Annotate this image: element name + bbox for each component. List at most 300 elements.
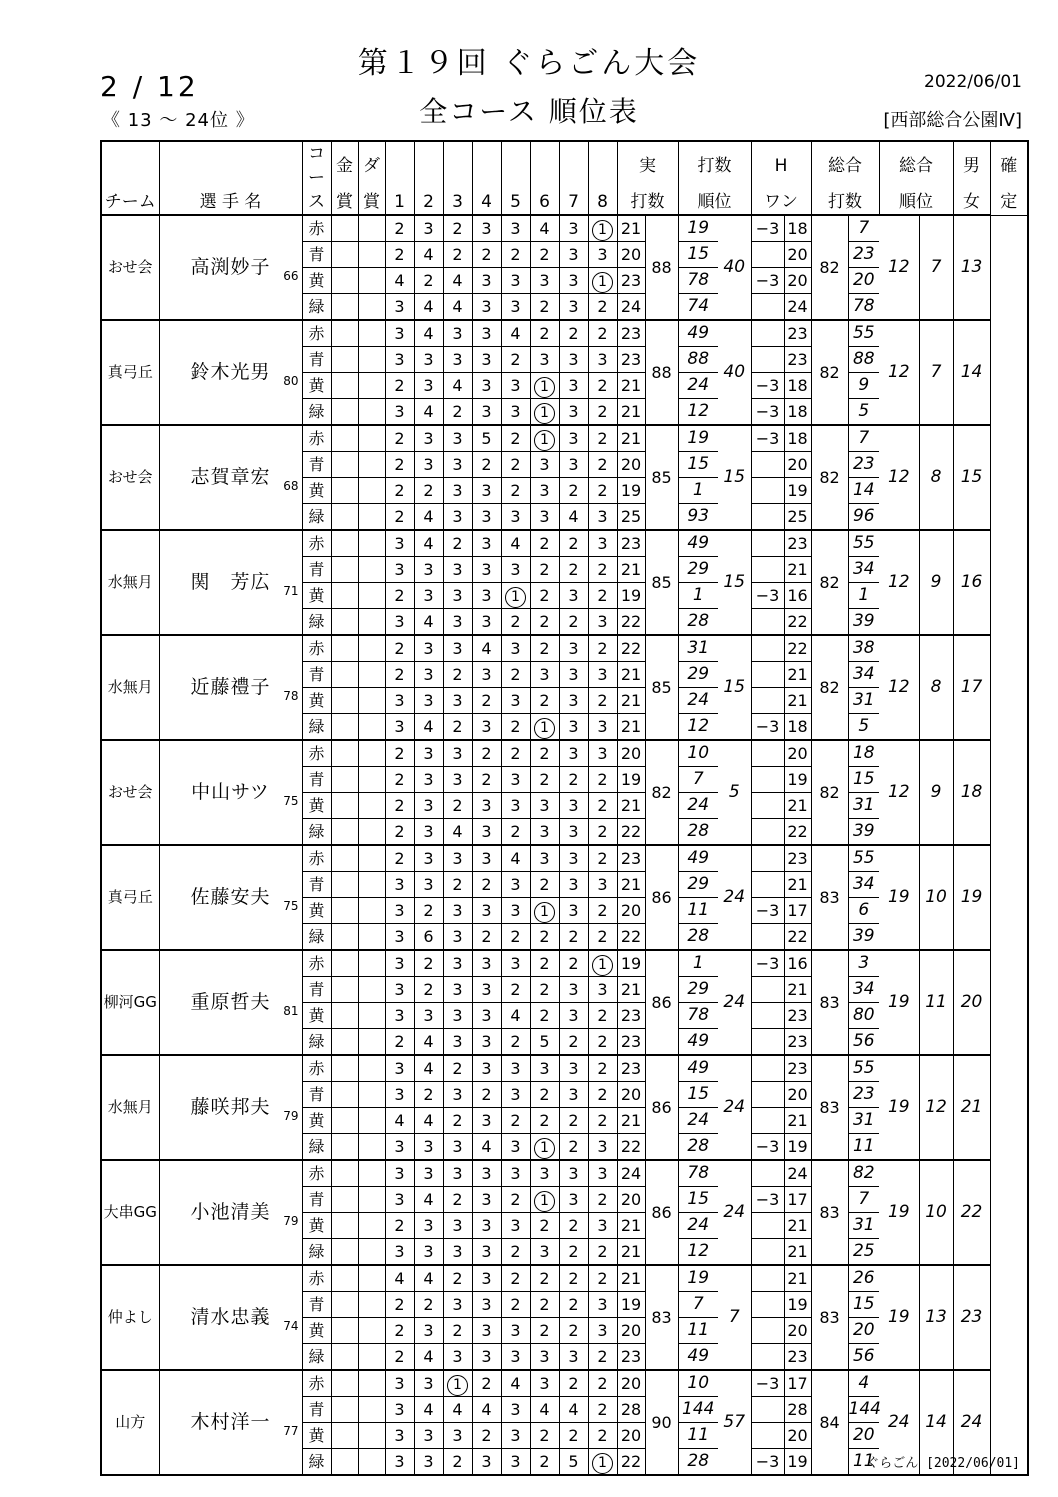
gold-prize (331, 1318, 358, 1344)
hole-in-one: −3 (751, 215, 784, 242)
hole-score: 4 (501, 1370, 530, 1397)
hole-score: 2 (530, 583, 559, 609)
course-sum: 23 (617, 1029, 645, 1056)
course-sum: 20 (617, 740, 645, 767)
hole-in-one (751, 242, 784, 268)
col-da: ダ (358, 141, 385, 190)
hole-score: 3 (530, 1239, 559, 1266)
course-total: 18 (784, 215, 811, 242)
hole-score (588, 950, 617, 977)
gold-prize (331, 924, 358, 951)
hole-score: 3 (443, 609, 472, 636)
hole-score: 2 (559, 767, 588, 793)
course-rank: 24 (678, 1108, 718, 1134)
player-name: 藤咲邦夫 79 (159, 1055, 302, 1160)
course-total-rank: 34 (848, 872, 879, 898)
actual-strokes: 82 (645, 740, 678, 845)
hole-score: 3 (588, 609, 617, 636)
hole-score: 4 (414, 1265, 443, 1292)
sex-rank: 10 (919, 1160, 953, 1265)
hole-in-one: −3 (751, 1449, 784, 1476)
hole-score: 2 (588, 898, 617, 924)
da-prize (358, 1108, 385, 1134)
course-rank: 49 (678, 1344, 718, 1371)
hole-score: 4 (443, 1397, 472, 1423)
course-rank: 10 (678, 1370, 718, 1397)
hole-score: 3 (588, 1213, 617, 1239)
course-name: 青 (302, 347, 331, 373)
hole-score: 3 (472, 373, 501, 399)
hole-score: 3 (559, 819, 588, 846)
hole-score: 2 (414, 977, 443, 1003)
course-total: 20 (784, 1318, 811, 1344)
col-hole-2: 2 (414, 190, 443, 215)
da-prize (358, 504, 385, 531)
strokes-rank: 5 (718, 740, 751, 845)
player-age: 75 (283, 899, 299, 913)
hole-score: 2 (530, 1003, 559, 1029)
gold-prize (331, 1213, 358, 1239)
hole-score: 3 (472, 583, 501, 609)
course-sum: 22 (617, 635, 645, 662)
hole-score: 3 (501, 1397, 530, 1423)
hole-in-one (751, 1055, 784, 1082)
course-sum: 21 (617, 373, 645, 399)
da-prize (358, 950, 385, 977)
hole-in-one (751, 635, 784, 662)
hole-in-one: −3 (751, 425, 784, 452)
hole-score: 3 (414, 1160, 443, 1187)
hole-score: 3 (385, 1187, 414, 1213)
hole-score: 2 (501, 478, 530, 504)
col-sex: 男 (953, 141, 990, 190)
course-sum: 25 (617, 504, 645, 531)
hole-in-one-mark: 1 (534, 718, 555, 739)
hole-score: 3 (414, 452, 443, 478)
course-total-rank: 55 (848, 1055, 879, 1082)
course-sum: 22 (617, 924, 645, 951)
hole-score: 2 (530, 1108, 559, 1134)
hole-score: 3 (385, 688, 414, 714)
hole-score: 3 (385, 320, 414, 347)
strokes-rank: 15 (718, 425, 751, 530)
hole-in-one (751, 845, 784, 872)
hole-score: 3 (472, 347, 501, 373)
hole-score: 3 (443, 1213, 472, 1239)
course-rank: 24 (678, 688, 718, 714)
player-name: 中山サツ 75 (159, 740, 302, 845)
course-total-rank: 4 (848, 1370, 879, 1397)
course-name: 赤 (302, 845, 331, 872)
hole-score: 3 (501, 1213, 530, 1239)
course-sum: 22 (617, 1134, 645, 1161)
venue-name: [西部総合公園Ⅳ] (883, 110, 1022, 131)
hole-score: 3 (559, 583, 588, 609)
hole-score: 2 (530, 635, 559, 662)
da-prize (358, 320, 385, 347)
gold-prize (331, 1003, 358, 1029)
report-date: 2022/06/01 (924, 72, 1022, 92)
course-total: 23 (784, 530, 811, 557)
hole-score: 3 (385, 1082, 414, 1108)
course-sum: 28 (617, 1397, 645, 1423)
hole-score: 2 (588, 819, 617, 846)
hole-in-one (751, 347, 784, 373)
hole-score: 3 (530, 1160, 559, 1187)
sex-rank: 7 (919, 215, 953, 320)
course-sum: 23 (617, 1003, 645, 1029)
da-prize (358, 1134, 385, 1161)
course-total: 23 (784, 1029, 811, 1056)
course-total: 19 (784, 767, 811, 793)
gold-prize (331, 714, 358, 741)
hole-score (530, 399, 559, 426)
course-total-rank: 3 (848, 950, 879, 977)
hole-score: 2 (385, 819, 414, 846)
hole-score: 3 (414, 1134, 443, 1161)
hole-score: 2 (530, 1318, 559, 1344)
hole-score: 2 (588, 767, 617, 793)
course-total: 18 (784, 373, 811, 399)
final-rank: 17 (953, 635, 990, 740)
hole-score: 3 (530, 1370, 559, 1397)
final-rank: 22 (953, 1160, 990, 1265)
course-name: 黄 (302, 268, 331, 294)
hole-score: 4 (501, 530, 530, 557)
hole-score: 3 (472, 478, 501, 504)
course-total: 21 (784, 1239, 811, 1266)
hole-score: 2 (559, 1318, 588, 1344)
sex-rank: 10 (919, 845, 953, 950)
total-strokes: 83 (811, 845, 848, 950)
hole-score: 2 (588, 688, 617, 714)
hole-in-one (751, 1029, 784, 1056)
team-name: 真弓丘 (101, 320, 159, 425)
da-prize (358, 1423, 385, 1449)
hole-score: 2 (588, 557, 617, 583)
course-total: 18 (784, 399, 811, 426)
hole-score: 3 (559, 1055, 588, 1082)
hole-score: 3 (588, 242, 617, 268)
hole-score: 3 (385, 399, 414, 426)
col-hole-7: 7 (559, 190, 588, 215)
course-row (101, 320, 1028, 347)
hole-score: 3 (472, 845, 501, 872)
hole-score: 3 (472, 504, 501, 531)
header-row-top (101, 141, 1028, 190)
course-total: 17 (784, 1187, 811, 1213)
hole-score: 2 (530, 1292, 559, 1318)
actual-strokes: 88 (645, 320, 678, 425)
hole-score: 3 (472, 793, 501, 819)
hole-score: 2 (472, 872, 501, 898)
player-age: 79 (283, 1109, 299, 1123)
course-rank: 74 (678, 294, 718, 321)
overall-rank: 12 (879, 215, 919, 320)
hole-score: 2 (530, 1423, 559, 1449)
hole-score: 3 (472, 1187, 501, 1213)
hole-in-one (751, 320, 784, 347)
course-sum: 23 (617, 845, 645, 872)
hole-score: 3 (443, 452, 472, 478)
course-rank: 15 (678, 242, 718, 268)
course-total: 16 (784, 950, 811, 977)
hole-score: 3 (443, 1239, 472, 1266)
course-total: 21 (784, 793, 811, 819)
course-total-rank: 15 (848, 1292, 879, 1318)
hole-score: 3 (559, 1344, 588, 1371)
actual-strokes: 83 (645, 1265, 678, 1370)
hole-score: 3 (472, 1055, 501, 1082)
da-prize (358, 1370, 385, 1397)
hole-score: 2 (530, 977, 559, 1003)
hole-score: 2 (414, 1082, 443, 1108)
course-total-rank: 7 (848, 215, 879, 242)
hole-in-one (751, 1108, 784, 1134)
gold-prize (331, 1397, 358, 1423)
course-total: 22 (784, 819, 811, 846)
overall-rank: 19 (879, 1055, 919, 1160)
hole-score: 2 (385, 767, 414, 793)
hole-score: 4 (414, 609, 443, 636)
hole-score: 3 (385, 950, 414, 977)
course-name: 黄 (302, 1003, 331, 1029)
overall-rank: 12 (879, 740, 919, 845)
gold-prize (331, 845, 358, 872)
hole-in-one: −3 (751, 399, 784, 426)
course-rank: 15 (678, 1082, 718, 1108)
hole-score: 3 (559, 452, 588, 478)
hole-score: 3 (472, 609, 501, 636)
hole-score (501, 583, 530, 609)
hole-score: 3 (588, 1134, 617, 1161)
course-name: 緑 (302, 609, 331, 636)
hole-score: 2 (414, 478, 443, 504)
hole-score: 4 (443, 819, 472, 846)
da-prize (358, 399, 385, 426)
gold-prize (331, 793, 358, 819)
hole-score: 2 (501, 1239, 530, 1266)
course-rank: 15 (678, 1187, 718, 1213)
hole-score (530, 898, 559, 924)
hole-score: 3 (530, 819, 559, 846)
hole-score: 4 (414, 399, 443, 426)
hole-in-one: −3 (751, 373, 784, 399)
hole-score: 4 (414, 504, 443, 531)
gold-prize (331, 1108, 358, 1134)
course-rank: 29 (678, 662, 718, 688)
player-name: 高渕妙子 66 (159, 215, 302, 320)
course-name: 青 (302, 1292, 331, 1318)
hole-in-one-mark: 1 (592, 272, 613, 293)
overall-rank: 24 (879, 1370, 919, 1475)
total-strokes: 82 (811, 320, 848, 425)
hole-score: 3 (559, 688, 588, 714)
course-rank: 78 (678, 268, 718, 294)
course-sum: 22 (617, 1449, 645, 1476)
course-name: 緑 (302, 714, 331, 741)
course-name: 緑 (302, 1344, 331, 1371)
hole-score: 3 (501, 294, 530, 321)
hole-in-one-mark: 1 (592, 220, 613, 241)
team-name: 柳河GG (101, 950, 159, 1055)
hole-in-one (751, 1344, 784, 1371)
player-age: 80 (283, 374, 299, 388)
hole-score: 2 (501, 924, 530, 951)
hole-score: 3 (385, 1449, 414, 1476)
hole-score: 3 (414, 215, 443, 242)
da-prize (358, 1003, 385, 1029)
course-name: 赤 (302, 950, 331, 977)
hole-score: 2 (530, 294, 559, 321)
hole-score: 3 (559, 373, 588, 399)
hole-score (588, 268, 617, 294)
hole-score: 2 (443, 530, 472, 557)
hole-score: 3 (472, 399, 501, 426)
gold-prize (331, 898, 358, 924)
course-sum: 21 (617, 1213, 645, 1239)
hole-score: 3 (501, 767, 530, 793)
course-total-rank: 31 (848, 1108, 879, 1134)
hole-score: 2 (559, 530, 588, 557)
hole-score: 2 (501, 1187, 530, 1213)
hole-score: 3 (501, 557, 530, 583)
hole-score: 4 (414, 320, 443, 347)
hole-score: 3 (472, 1292, 501, 1318)
col-total-rank: 総合 (879, 141, 953, 190)
hole-in-one-mark: 1 (534, 1138, 555, 1159)
course-rank: 28 (678, 1449, 718, 1476)
hole-score: 3 (501, 872, 530, 898)
hole-score: 3 (559, 635, 588, 662)
hole-score: 3 (501, 688, 530, 714)
gold-prize (331, 1423, 358, 1449)
sex-rank: 9 (919, 530, 953, 635)
hole-score: 3 (472, 268, 501, 294)
da-prize (358, 635, 385, 662)
hole-score: 2 (385, 1318, 414, 1344)
hole-score: 2 (443, 399, 472, 426)
course-total-rank: 96 (848, 504, 879, 531)
hole-score: 2 (385, 845, 414, 872)
course-total-rank: 14 (848, 478, 879, 504)
hole-score: 3 (530, 504, 559, 531)
team-name: おせ会 (101, 425, 159, 530)
tournament-title: 第１９回 ぐらごん大会 (357, 46, 701, 81)
course-row (101, 215, 1028, 242)
hole-score: 3 (501, 1160, 530, 1187)
da-prize (358, 373, 385, 399)
course-total: 21 (784, 688, 811, 714)
course-total-rank: 23 (848, 1082, 879, 1108)
hole-score: 2 (443, 1055, 472, 1082)
course-name: 赤 (302, 635, 331, 662)
course-name: 緑 (302, 1239, 331, 1266)
da-prize (358, 1029, 385, 1056)
player-age: 74 (283, 1319, 299, 1333)
gold-prize (331, 452, 358, 478)
hole-score: 3 (414, 583, 443, 609)
actual-strokes: 85 (645, 425, 678, 530)
hole-score: 3 (588, 977, 617, 1003)
hole-score: 3 (472, 1239, 501, 1266)
da-prize (358, 215, 385, 242)
actual-strokes: 88 (645, 215, 678, 320)
course-total-rank: 31 (848, 1213, 879, 1239)
course-total-rank: 34 (848, 557, 879, 583)
course-rank: 28 (678, 924, 718, 951)
course-row (101, 845, 1028, 872)
hole-score: 2 (588, 1082, 617, 1108)
hole-score: 3 (559, 714, 588, 741)
course-total: 20 (784, 452, 811, 478)
hole-score: 3 (443, 425, 472, 452)
hole-score: 3 (472, 1108, 501, 1134)
hole-in-one: −3 (751, 583, 784, 609)
course-name: 緑 (302, 1134, 331, 1161)
course-sum: 21 (617, 688, 645, 714)
team-name: おせ会 (101, 740, 159, 845)
course-total: 20 (784, 1082, 811, 1108)
hole-score: 2 (472, 1370, 501, 1397)
col-player: 選 手 名 (159, 190, 302, 215)
hole-score: 3 (501, 268, 530, 294)
hole-score: 2 (385, 504, 414, 531)
col-total: 総合 (811, 141, 879, 190)
total-strokes: 83 (811, 1160, 848, 1265)
course-name: 黄 (302, 1213, 331, 1239)
hole-score: 3 (472, 215, 501, 242)
hole-in-one: −3 (751, 1134, 784, 1161)
course-rank: 7 (678, 767, 718, 793)
course-rank: 1 (678, 950, 718, 977)
course-sum: 19 (617, 767, 645, 793)
gold-prize (331, 557, 358, 583)
footer-stamp: ぐらごん [2022/06/01] (866, 1456, 1020, 1471)
hole-score: 4 (385, 1108, 414, 1134)
hole-score: 4 (414, 242, 443, 268)
hole-score: 2 (385, 583, 414, 609)
hole-score: 3 (472, 1213, 501, 1239)
hole-score: 4 (443, 294, 472, 321)
hole-score: 3 (472, 530, 501, 557)
gold-prize (331, 1370, 358, 1397)
course-sum: 21 (617, 872, 645, 898)
gold-prize (331, 1055, 358, 1082)
course-sum: 19 (617, 478, 645, 504)
hole-score: 3 (385, 714, 414, 741)
hole-score: 3 (443, 635, 472, 662)
course-rank: 29 (678, 872, 718, 898)
hole-score: 3 (559, 1160, 588, 1187)
course-total-rank: 23 (848, 452, 879, 478)
gold-prize (331, 950, 358, 977)
hole-score: 2 (588, 373, 617, 399)
course-rank: 78 (678, 1160, 718, 1187)
col-hole-in-one: H (751, 141, 811, 190)
hole-score: 2 (472, 242, 501, 268)
hole-score: 3 (385, 1003, 414, 1029)
hole-score: 2 (443, 215, 472, 242)
hole-score: 3 (443, 583, 472, 609)
course-total: 24 (784, 1160, 811, 1187)
hole-score: 3 (443, 504, 472, 531)
hole-score: 2 (559, 320, 588, 347)
player-age: 75 (283, 794, 299, 808)
hole-score: 3 (588, 1318, 617, 1344)
course-total: 21 (784, 872, 811, 898)
sex-rank: 9 (919, 740, 953, 845)
